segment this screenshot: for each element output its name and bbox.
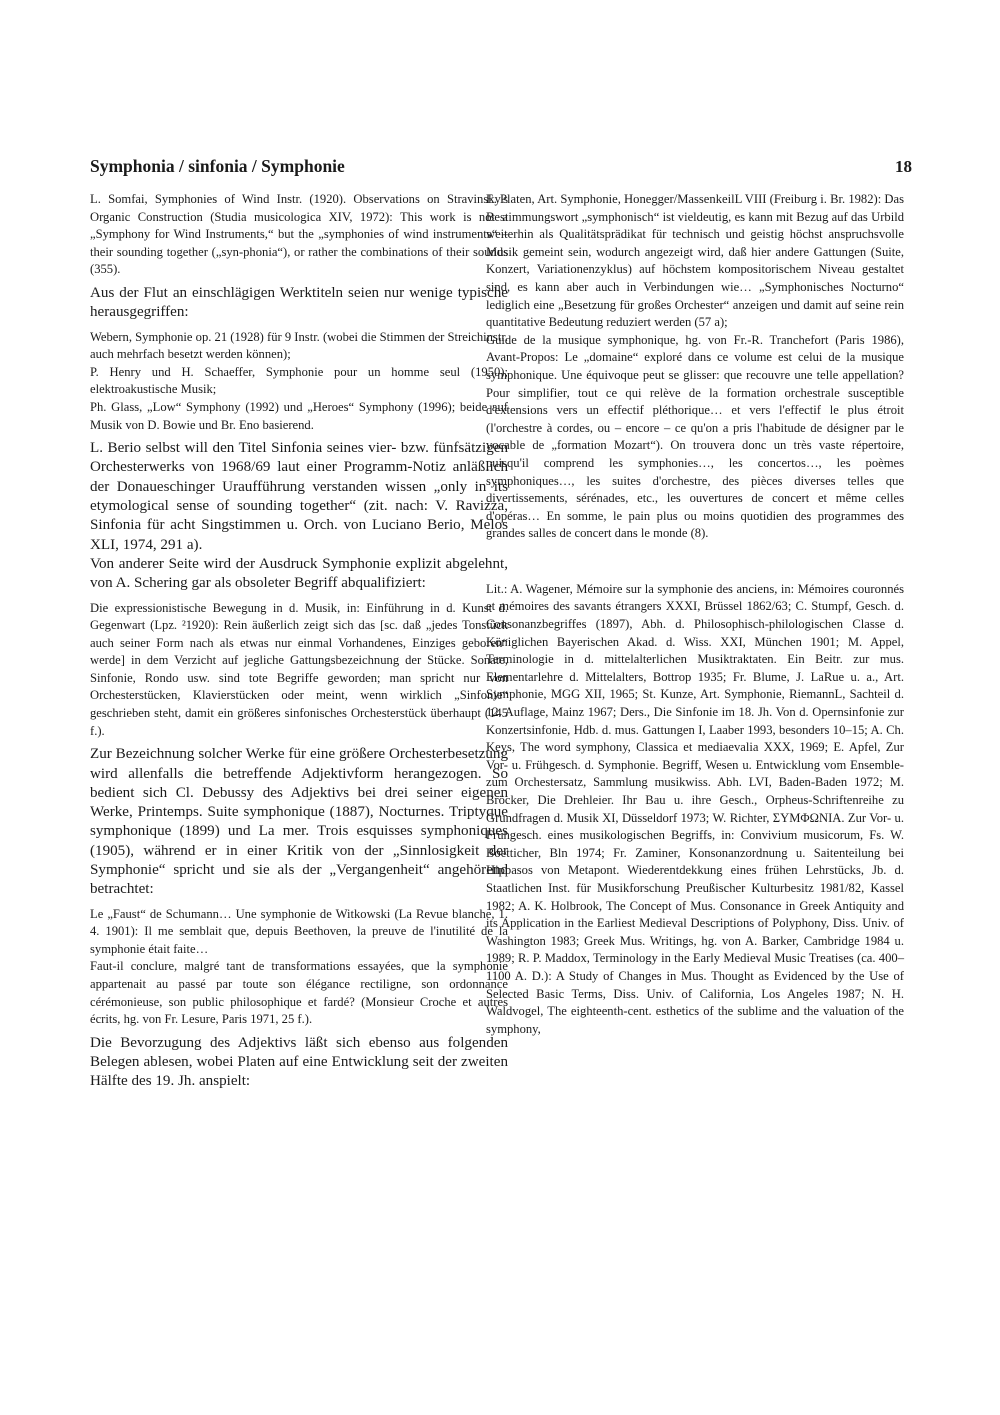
debussy-paragraph: Zur Bezeichnung solcher Werke für eine größere Orchesterbesetzung wird allenfalls die betreffende Adjektivform herangezogen. So bedient sich Cl. Debussy des Adjektivs bei drei seiner eigenen Werke, Printemps. Suite symphonique (1887), Nocturnes. Triptyque symphonique (1899) und La mer. Trois esquisses symphoniques (1905), während er in einer Kritik von der „Sinnlosigkeit der Symphonie“ spricht und sie als der „Vergangenheit“ angehörend betrachtet: [90,746,508,898]
schering-intro: Von anderer Seite wird der Ausdruck Symphonie explizit abgelehnt, von A. Schering gar als obsoleter Begriff abqualifiziert: [90,555,508,592]
example-webern: Webern, Symphonie op. 21 (1928) für 9 Instr. (wobei die Stimmen der Streichinstr. auch mehrfach besetzt werden können); [90,329,509,362]
left-column [90,191,508,1098]
example-henry-schaeffer: P. Henry und H. Schaeffer, Symphonie pour un homme seul (1950); elektroakustische Musik; [90,364,508,397]
page-title: Symphonia / sinfonia / Symphonie [90,156,345,176]
page-number: 18 [895,157,912,176]
right-column [486,191,904,1038]
somfai-citation: L. Somfai, Symphonies of Wind Instr. (1920). Observations on Stravinsky's Organic Construction (Studia musicologica XIV, 1972): This work is not a „Symphony for Wind Instruments,“ but the „symphonies of wind instruments“ – their sounding together („syn-phonia“), or rather the combinations of their sounds (355). [90,192,508,277]
platen-citation: E. Platen, Art. Symphonie, Honegger/MassenkeilL VIII (Freiburg i. Br. 1982): Das Bestimmungswort „symphonisch“ ist vieldeutig, es kann mit Bezug auf das Urbild weiterhin als Qualitätsprädikat für technisch und geistig höchst anspruchsvolle Musik gemeint sein, wodurch angezeigt wird, daß hier andere Gattungen (Suite, Konzert, Variationenzyklus) auf höchstem kompositorischem Niveau gestaltet sind, es kann aber auch in Verbindungen wie… „Symphonisches Nocturno“ lediglich eine „Besetzung für großes Orchester“ anzeigen und damit auf seine rein quantitative Bedeutung reduziert werden (57 a); [486,192,904,330]
page-header [90,156,912,177]
guide-citation: Guide de la musique symphonique, hg. von Fr.-R. Tranchefort (Paris 1986), Avant-Propos: Le „domaine“ exploré dans ce volume est celui de la musique symphonique. Une équivoque peut se glisser: que recouvre une telle appellation? Pour simplifier, tout ce qui relève de la formation orchestrale susceptible d'extensions vers un effectif pléthorique… et vers l'effectif le plus étroit (l'orchestre à cordes, ou – encore – ce qu'on a pris l'habitude de désigner par le vocable de „formation Mozart“). On trouvera donc un très vaste répertoire, puisqu'il comprend les symphonies…, les concertos…, les poèmes symphoniques…, les suites d'orchestre, des pièces diverses telles que divertissements, sérénades, etc., les ouvertures de concert et même celles d'opéras… En somme, le pain plus ou moins quotidien des programmes des grandes salles de concert dans le monde (8). [486,332,904,541]
examples-intro: Aus der Flut an einschlägigen Werktiteln seien nur wenige typische herausgegriffen: [90,284,508,321]
example-glass: Ph. Glass, „Low“ Symphony (1992) und „Heroes“ Symphony (1996); beide auf Musik von D. Bowie und Br. Eno basierend. [90,399,508,432]
berio-paragraph: L. Berio selbst will den Titel Sinfonia seines vier- bzw. fünfsätzigen Orchesterwerks von 1968/69 laut einer Programm-Notiz anläßlich der Donaueschinger Uraufführung verstanden wissen „only in its etymological sense of sounding together“ (zit. nach: V. Ravizza, Sinfonia für acht Singstimmen u. Orch. von Luciano Berio, Melos XLI, 1974, 291 a). [90,440,508,553]
faust-quote: Le „Faust“ de Schumann… Une symphonie de Witkowski (La Revue blanche, 1. 4. 1901): Il me semblait que, depuis Beethoven, la preuve de l'inutilité de la symphonie était faite… [90,906,508,956]
schering-quote: Die expressionistische Bewegung in d. Musik, in: Einführung in d. Kunst d. Gegenwart (Lpz. ²1920): Rein äußerlich zeigt sich das [sc. daß „jedes Tonstück auch seiner Form nach als etwas nur einmal Vorhandenes, Einziges geboren“ werde] in dem Verzicht auf jegliche Gattungsbezeichnung der Stücke. Sonate, Sinfonie, Rondo usw. sind tote Begriffe geworden; man spricht nur von Orchesterstücken, Klavierstücken oder meint, wenn wirklich „Sinfonie“ geschrieben steht, damit ein größeres sinfonisches Orchesterstück überhaupt (145 f.). [90,600,508,738]
platen-intro: Die Bevorzugung des Adjektivs läßt sich ebenso aus folgenden Belegen ablesen, wobei Platen auf eine Entwicklung seit der zweiten Hälfte des 19. Jh. anspielt: [90,1034,508,1090]
faut-il-quote: Faut-il conclure, malgré tant de transformations essayées, que la symphonie appartenait au passé par toute son élégance rectiligne, son ordonnance cérémonieuse, son public philosophique et fardé? (Monsieur Croche et autres écrits, hg. von Fr. Lesure, Paris 1971, 25 f.). [90,959,508,1027]
literature-list: Lit.: A. Wagener, Mémoire sur la symphonie des anciens, in: Mémoires couronnés et mémoires des savants étrangers XXXI, Brüssel 1862/63; C. Stumpf, Gesch. d. Consonanzbegriffes (1897), Abh. d. Philosophisch-philologischen Classe d. Königlichen Bayerischen Akad. d. Wiss. XXI, München 1901; M. Appel, Terminologie in d. mittelalterlichen Musiktraktaten. Ein Beitr. zur mus. Elementarlehre d. Mittelalters, Bottrop 1935; Fr. Blume, J. LaRue u. a., Art. Symphonie, MGG XII, 1965; St. Kunze, Art. Symphonie, RiemannL, Sachteil d. 12. Auflage, Mainz 1967; Ders., Die Sinfonie im 18. Jh. Von d. Opernsinfonie zur Konzertsinfonie, Hdb. d. mus. Gattungen I, Laaber 1993, besonders 10–15; A. Ch. Keys, The word symphony, Classica et mediaevalia XXX, 1969; E. Apfel, Zur Vor- u. Frühgesch. d. Symphonie. Begriff, Wesen u. Entwicklung vom Ensemble- zum Orchestersatz, Sammlung musikwiss. Abh. LVI, Baden-Baden 1972; M. Bröcker, Die Drehleier. Ihr Bau u. ihre Gesch., Orpheus-Schriftenreihe zu Grundfragen d. Musik XI, Düsseldorf 1973; W. Richter, ΣΥΜΦΩΝΙΑ. Zur Vor- u. Frühgesch. eines musikologischen Begriffs, in: Convivium musicorum, Fs. W. Boetticher, Bln 1974; Fr. Zaminer, Konsonanzordnung u. Saitenteilung bei Hippasos von Metapont. Wiederentdekkung eines frühen Lehrstücks, Jb. d. Staatlichen Inst. für Musikforschung Preußischer Kulturbesitz 1981/82, Kassel 1982; A. K. Holbrook, The Concept of Mus. Consonance in Greek Antiquity and its Application in the Earliest Medieval Descriptions of Polyphony, Diss. Univ. of Washington 1983; Greek Mus. Writings, hg. von A. Barker, Cambridge 1984 u. 1989; R. P. Maddox, Terminology in the Early Medieval Music Treatises (ca. 400–1100 A. D.): A Study of Changes in Mus. Thought as Evidenced by the Use of Selected Basic Terms, Diss. Univ. of California, Los Angeles 1987; N. H. Waldvogel, The eighteenth-cent. esthetics of the sublime and the valuation of the symphony, [486,581,904,1036]
